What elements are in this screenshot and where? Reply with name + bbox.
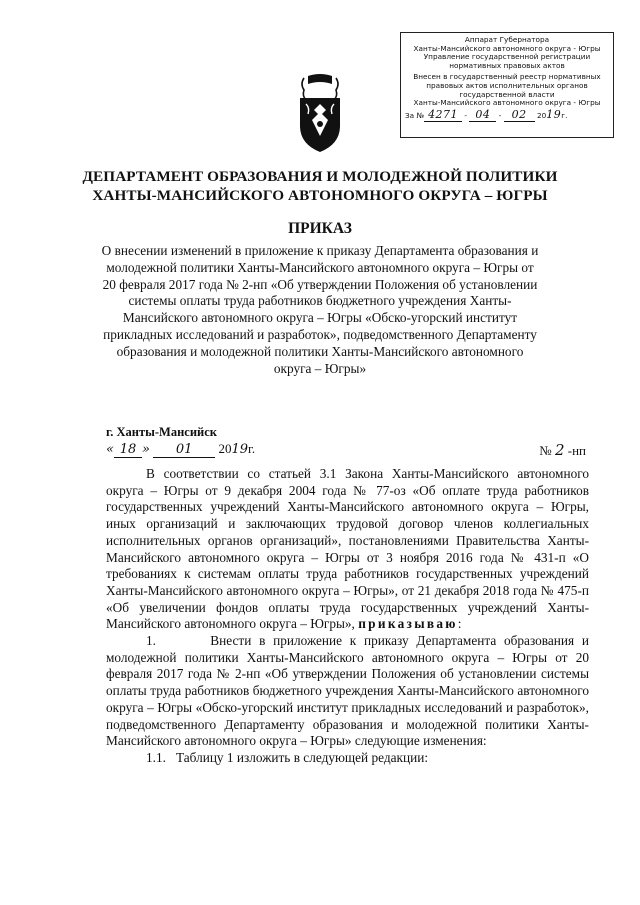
item-1-paragraph <box>106 633 589 750</box>
coat-of-arms-icon <box>296 74 344 154</box>
date-month: 01 <box>153 442 215 458</box>
department-heading <box>60 167 580 205</box>
body-intro-paragraph <box>106 466 589 633</box>
body-intro: В соответствии со статьей 3.1 Закона Ханты-Мансийского автономного округа – Югры от 9 декабря 2004 года № 77-оз «Об оплате труда работников государственных учреждений Ханты-Мансийского автономного округа – Югры, иных организаций и заключающих трудовой договор членов коллегиальных исполнительных органов организаций», постановлениями Правительства Ханты-Мансийского автономного округа – Югры от 3 ноября 2016 года № 431-п «О требованиях к системам оплаты труда работников государственных учреждений Ханты-Мансийского автономного округа – Югры», от 21 декабря 2018 года № 475-п «Об увеличении фондов оплаты труда государственных учреждений Ханты-Мансийского автономного округа – Югры», <box>106 466 589 632</box>
stamp-date-day: 04 <box>469 108 496 122</box>
department-heading-line: ДЕПАРТАМЕНТ ОБРАЗОВАНИЯ И МОЛОДЕЖНОЙ ПОЛИТИКИ <box>82 168 558 185</box>
stamp-year-suffix: г. <box>561 110 568 120</box>
registration-stamp <box>400 32 614 138</box>
stamp-num-prefix: За № <box>405 110 425 120</box>
date-year: 19 <box>231 442 248 457</box>
stamp-num-value: 4271 <box>424 108 462 122</box>
decree-word: приказываю <box>358 616 458 632</box>
issue-date-line <box>106 441 586 458</box>
issue-place: г. Ханты-Мансийск <box>106 425 218 439</box>
stamp-line: Управление государственной регистрации <box>423 52 591 62</box>
stamp-line: правовых актов исполнительных органов <box>426 80 588 90</box>
date-year-prefix: 20 <box>218 441 232 456</box>
date-year-suffix: г. <box>247 441 256 456</box>
date-day: 18 <box>114 442 142 458</box>
date-open-quote: « <box>106 442 114 457</box>
item-1-1-paragraph <box>106 750 589 767</box>
decree-colon: : <box>457 616 462 632</box>
item-1-1-text: Таблицу 1 изложить в следующей редакции: <box>175 749 429 765</box>
item-1-number: 1. <box>146 633 156 649</box>
stamp-line: нормативных правовых актов <box>449 60 565 70</box>
stamp-line: Ханты-Мансийского автономного округа - Югры <box>413 43 601 53</box>
order-body <box>106 466 589 767</box>
stamp-year-value: 19 <box>546 107 562 121</box>
order-number-value: 2 <box>554 441 565 459</box>
order-title: ПРИКАЗ <box>288 220 352 237</box>
order-number-prefix: № <box>539 443 552 458</box>
stamp-line: государственной власти <box>459 89 555 99</box>
item-1-1-number: 1.1. <box>146 749 166 765</box>
stamp-line: Ханты-Мансийского автономного округа - Югры <box>413 98 601 108</box>
stamp-registration-number: За № 4271 - 04 - 02 2019г. <box>405 107 568 121</box>
date-close-quote: » <box>141 442 150 457</box>
stamp-year-prefix: 20 <box>536 110 547 120</box>
order-subject: О внесении изменений в приложение к приказу Департамента образования и молодежной политики Ханты-Мансийского автономного округа – Югры от 20 февраля 2017 года № 2-нп «Об утверждении Положения об установлении системы оплаты труда работников бюджетного учреждения Ханты-Мансийского автономного округа – Югры «Обско-угорский институт прикладных исследований и разработок», подведомственного Департаменту образования и молодежной политики Ханты-Мансийского автономного округа – Югры» <box>101 243 539 376</box>
item-1-text: Внести в приложение к приказу Департамента образования и молодежной политики Ханты-Мансийского автономного округа – Югры от 20 февраля 2017 года № 2-нп «Об утверждении Положения об установлении системы оплаты труда работников бюджетного учреждения Ханты-Мансийского автономного округа – Югры «Обско-угорский институт прикладных исследований и разработок», подведомственного Департаменту образования и молодежной политики Ханты-Мансийского автономного округа – Югры» следующие изменения: <box>106 633 589 749</box>
stamp-line: Аппарат Губернатора <box>464 35 550 44</box>
order-number-suffix: -нп <box>567 443 586 458</box>
stamp-date-month: 02 <box>504 108 535 122</box>
stamp-line: Внесен в государственный реестр нормативных <box>413 72 601 82</box>
order-number <box>539 441 586 459</box>
department-heading-line: ХАНТЫ-МАНСИЙСКОГО АВТОНОМНОГО ОКРУГА – ЮГРЫ <box>92 187 548 204</box>
